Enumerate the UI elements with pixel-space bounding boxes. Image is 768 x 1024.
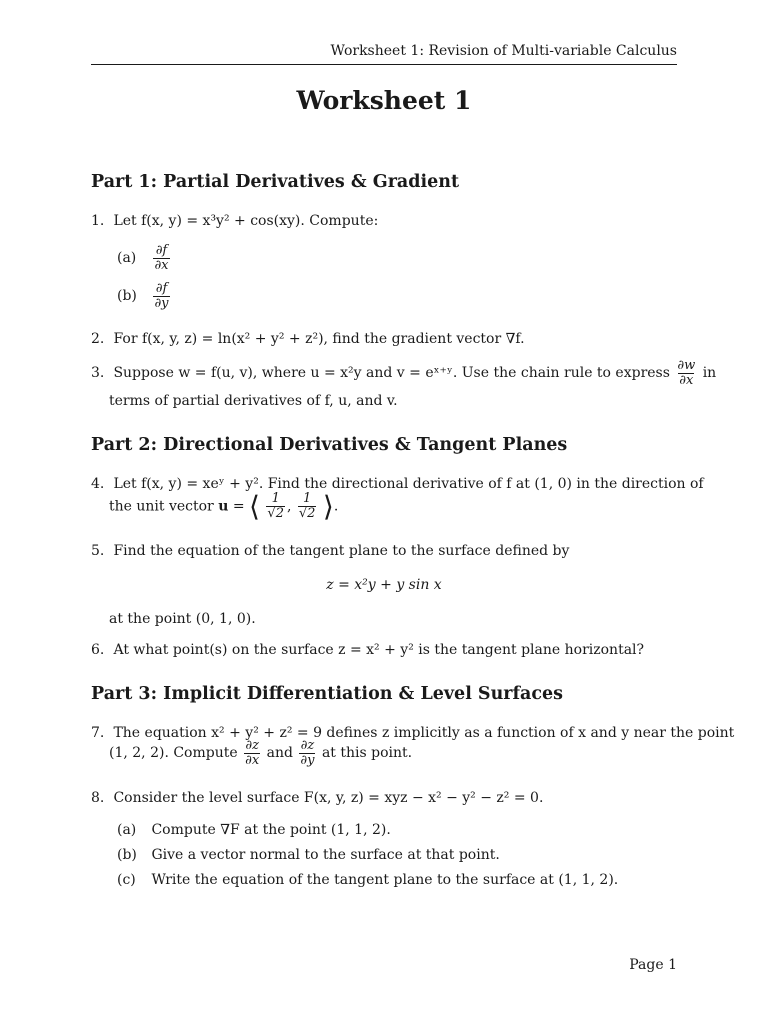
subpart-text: Write the equation of the tangent plane to the surface at (1, 1, 2). xyxy=(151,872,619,888)
fraction-numerator: ∂f xyxy=(155,281,168,296)
fraction-numerator: ∂w xyxy=(677,358,696,373)
equals-sign: = xyxy=(228,498,250,515)
question-1 xyxy=(91,213,378,229)
question-text: Find the equation of the tangent plane to the surface defined by xyxy=(113,543,570,559)
vector-symbol: u xyxy=(218,498,229,515)
subpart-label: (c) xyxy=(117,872,136,888)
question-8c xyxy=(117,872,618,888)
question-number: 8. xyxy=(91,790,105,806)
question-6 xyxy=(91,642,644,658)
question-7-continued xyxy=(109,739,412,767)
question-text: For f(x, y, z) = ln(x² + y² + z²), find the gradient vector ∇f. xyxy=(113,331,525,347)
fraction-denominator: ∂y xyxy=(300,752,315,768)
question-text: Suppose w = f(u, v), where u = x²y and v = eˣ⁺ʸ. Use the chain rule to express xyxy=(113,365,670,382)
conjunction: and xyxy=(266,745,293,762)
fraction-numerator: ∂f xyxy=(155,243,168,258)
subpart-label: (b) xyxy=(117,847,137,863)
question-3-continued: terms of partial derivatives of f, u, and v. xyxy=(109,393,398,409)
question-2 xyxy=(91,331,525,347)
page-number: Page 1 xyxy=(629,957,677,973)
subpart-label: (b) xyxy=(117,288,137,305)
fraction-denominator: √2 xyxy=(267,506,284,521)
fraction-numerator: 1 xyxy=(303,491,312,507)
question-5 xyxy=(91,543,569,559)
subpart-text: Give a vector normal to the surface at that point. xyxy=(151,847,500,863)
question-number: 4. xyxy=(91,476,105,492)
fraction-denominator: √2 xyxy=(298,506,316,521)
question-5-continued: at the point (0, 1, 0). xyxy=(109,611,256,627)
fraction-numerator: ∂z xyxy=(300,738,315,753)
question-text-tail: in xyxy=(702,365,717,382)
fraction xyxy=(299,739,315,767)
fraction xyxy=(676,359,696,387)
question-number: 1. xyxy=(91,213,105,229)
display-equation: z = x²y + y sin x xyxy=(326,577,442,593)
fraction-denominator: ∂x xyxy=(154,257,169,273)
right-angle-icon: ⟩ xyxy=(322,490,334,523)
part3-heading: Part 3: Implicit Differentiation & Level Surfaces xyxy=(91,684,564,704)
fraction-denominator: ∂y xyxy=(154,295,169,311)
subpart-text: Compute ∇F at the point (1, 1, 2). xyxy=(151,822,391,838)
fraction xyxy=(153,282,169,310)
part2-heading: Part 2: Directional Derivatives & Tangent Planes xyxy=(91,435,568,455)
question-8a xyxy=(117,822,391,838)
question-text: At what point(s) on the surface z = x² + y² is the tangent plane horizontal? xyxy=(113,642,645,658)
fraction-numerator: 1 xyxy=(271,491,280,507)
fraction xyxy=(153,244,169,272)
fraction xyxy=(298,492,317,520)
question-number: 7. xyxy=(91,725,105,741)
question-text: (1, 2, 2). Compute xyxy=(109,745,238,762)
question-number: 5. xyxy=(91,543,105,559)
fraction xyxy=(244,739,260,767)
question-text: Let f(x, y) = x³y² + cos(xy). Compute: xyxy=(113,213,379,229)
question-1b xyxy=(117,282,172,310)
subpart-label: (a) xyxy=(117,822,137,838)
question-text-tail: at this point. xyxy=(321,745,413,762)
question-text: Consider the level surface F(x, y, z) = xyz − x² − y² − z² = 0. xyxy=(113,790,544,806)
fraction-denominator: ∂x xyxy=(245,752,260,768)
running-header: Worksheet 1: Revision of Multi-variable Calculus xyxy=(91,43,677,65)
fraction-denominator: ∂x xyxy=(679,372,694,388)
question-8 xyxy=(91,790,543,806)
subpart-label: (a) xyxy=(117,250,137,267)
question-4-continued: the unit vector u = ⟨ $\frac{1}{√2}$ , $\frac{1}{√2}$ ⟩. xyxy=(109,490,339,523)
question-text: The equation x² + y² + z² = 9 defines z implicitly as a function of x and y near the point xyxy=(113,725,735,741)
question-8b xyxy=(117,847,500,863)
question-1a xyxy=(117,244,172,272)
question-text: the unit vector xyxy=(109,498,214,515)
question-text: Let f(x, y) = xeʸ + y². Find the directional derivative of f at (1, 0) in the direction of xyxy=(113,476,704,492)
question-number: 2. xyxy=(91,331,105,347)
question-number: 3. xyxy=(91,365,105,382)
part1-heading: Part 1: Partial Derivatives & Gradient xyxy=(91,172,460,192)
fraction-numerator: ∂z xyxy=(245,738,259,753)
fraction xyxy=(266,492,285,520)
page-title: Worksheet 1 xyxy=(296,86,472,115)
left-angle-icon: ⟨ xyxy=(249,490,260,523)
question-number: 6. xyxy=(91,642,105,658)
question-3 xyxy=(91,359,716,387)
